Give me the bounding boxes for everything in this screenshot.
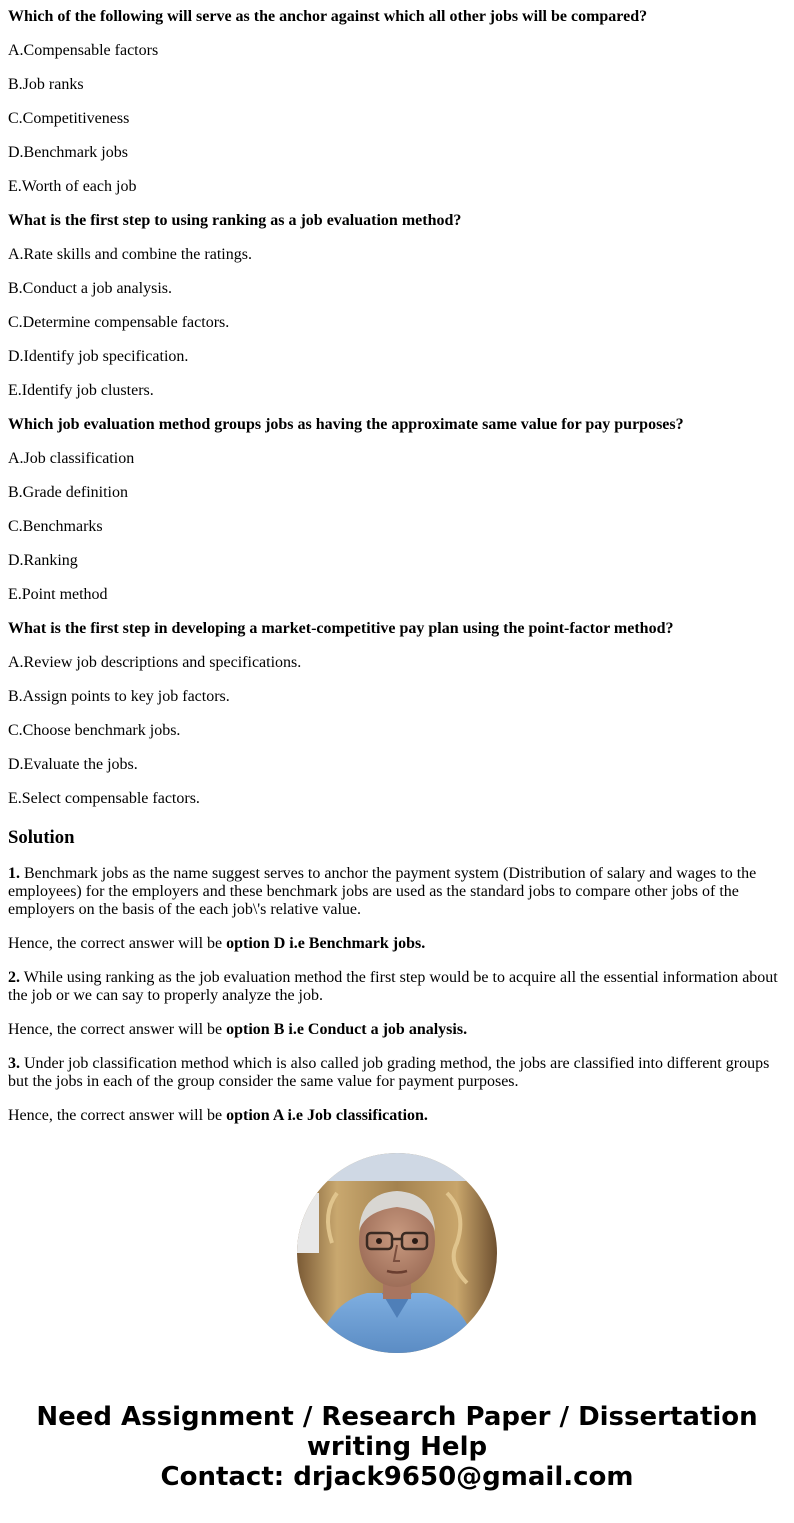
question-block [8,620,784,808]
answer-option: E.Identify job clusters. [8,382,154,399]
question-block [8,8,784,196]
answer-option: D.Benchmark jobs [8,144,128,161]
solution-text: Benchmark jobs as the name suggest serves to anchor the payment system (Distribution of salary and wages to the employees) for the employers and these benchmark jobs are used as the standard jobs to compare other jobs of the employers on the basis of the each job\'s relative value. [8,865,757,918]
solution-text: While using ranking as the job evaluation method the first step would be to acquire all the essential information about the job or we can say to properly analyze the job. [8,969,778,1004]
answer-option: B.Grade definition [8,484,128,501]
question-block [8,212,784,400]
answer-option: E.Worth of each job [8,178,137,195]
solution-item [8,865,784,953]
answer-option: B.Assign points to key job factors. [8,688,230,705]
answer-option: C.Determine compensable factors. [8,314,230,331]
solution-heading: Solution [8,827,75,848]
question-text: Which job evaluation method groups jobs as having the approximate same value for pay purposes? [8,416,684,433]
answer-value: option A i.e Job classification. [226,1107,428,1124]
solution-item [8,969,784,1039]
answer-option: A.Job classification [8,450,135,467]
answer-option: A.Review job descriptions and specifications. [8,654,302,671]
answer-value: option B i.e Conduct a job analysis. [226,1021,468,1038]
answer-option: D.Identify job specification. [8,348,189,365]
answer-option: E.Point method [8,586,108,603]
question-text: Which of the following will serve as the anchor against which all other jobs will be compared? [8,8,648,25]
answer-option: A.Compensable factors [8,42,159,59]
footer-contact-email: Contact: drjack9650@gmail.com [160,1462,634,1492]
answer-prefix: Hence, the correct answer will be [8,1107,227,1124]
answer-option: B.Job ranks [8,76,84,93]
solution-answer [8,935,784,953]
solution-text: Under job classification method which is also called job grading method, the jobs are classified into different groups but the jobs in each of the group consider the same value for payment purposes. [8,1055,770,1090]
answer-value: option D i.e Benchmark jobs. [226,935,426,952]
question-text: What is the first step in developing a market-competitive pay plan using the point-factor method? [8,620,674,637]
solution-explanation [8,1055,784,1091]
answer-option: A.Rate skills and combine the ratings. [8,246,252,263]
footer-headline-cont: writing Help [306,1432,488,1462]
question-block [8,416,784,604]
answer-option: C.Benchmarks [8,518,103,535]
avatar-portrait-image [297,1153,497,1353]
avatar [297,1153,497,1353]
answer-prefix: Hence, the correct answer will be [8,935,227,952]
footer-headline: Need Assignment / Research Paper / Dissertation [36,1402,758,1432]
document-content [8,0,784,1124]
solution-item [8,1055,784,1124]
solution-number: 3. [8,1055,20,1072]
answer-option: C.Competitiveness [8,110,130,127]
solution-number: 2. [8,969,20,986]
question-text: What is the first step to using ranking as a job evaluation method? [8,212,462,229]
answer-option: D.Evaluate the jobs. [8,756,138,773]
contact-footer [0,1402,794,1492]
answer-option: B.Conduct a job analysis. [8,280,172,297]
solution-explanation [8,969,784,1005]
answer-option: C.Choose benchmark jobs. [8,722,181,739]
solution-answer [8,1021,784,1039]
answer-option: E.Select compensable factors. [8,790,200,807]
solution-number: 1. [8,865,20,882]
answer-option: D.Ranking [8,552,78,569]
solution-explanation [8,865,784,919]
solution-answer [8,1107,784,1124]
answer-prefix: Hence, the correct answer will be [8,1021,227,1038]
